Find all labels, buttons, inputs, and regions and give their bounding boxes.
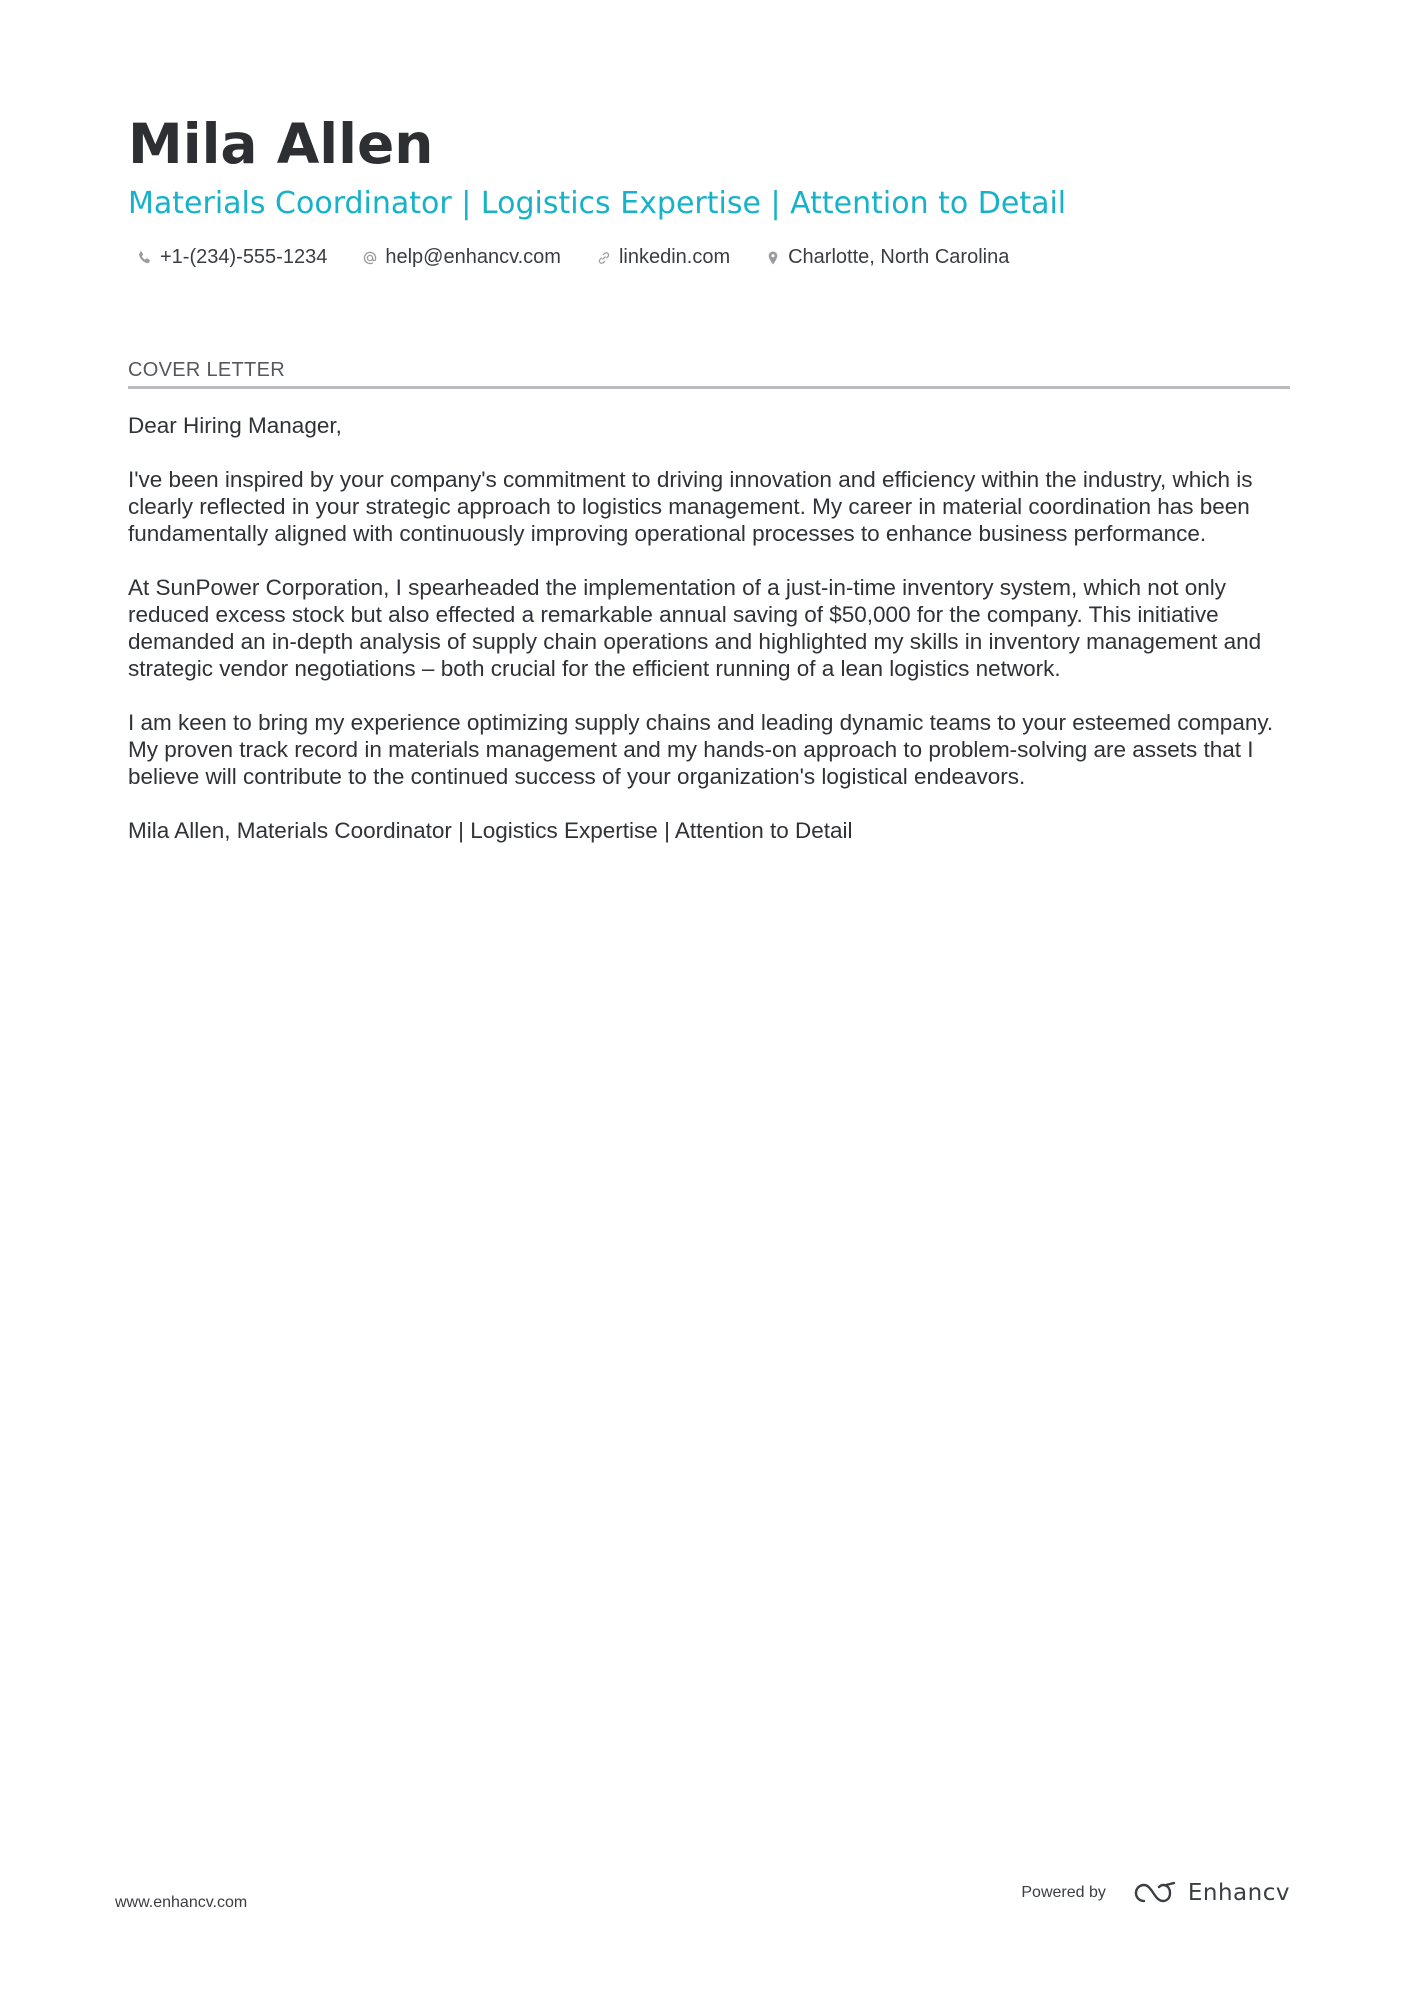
letter-paragraph: At SunPower Corporation, I spearheaded the implementation of a just-in-time inventory system, which not only reduced excess stock but also effected a remarkable annual saving of $50,000 for the company. This initiative demanded an in-depth analysis of supply chain operations and highlighted my skills in inventory management and strategic vendor negotiations – both crucial for the efficient running of a lean logistics network. xyxy=(128,575,1262,681)
location-pin-icon xyxy=(764,249,782,267)
letter-signature: Mila Allen, Materials Coordinator | Logistics Expertise | Attention to Detail xyxy=(128,818,853,843)
letter-paragraph: I am keen to bring my experience optimizing supply chains and leading dynamic teams to your esteemed company. My proven track record in materials management and my hands-on approach to problem-solving are assets that I believe will contribute to the continued success of your organization's logistical endeavors. xyxy=(128,710,1274,789)
footer-website[interactable]: www.enhancv.com xyxy=(115,1894,248,1911)
at-icon xyxy=(361,249,379,267)
section-title-cover-letter: COVER LETTER xyxy=(128,359,1290,389)
applicant-name: Mila Allen xyxy=(128,112,434,176)
letter-paragraph: I've been inspired by your company's commitment to driving innovation and efficiency within the industry, which is clearly reflected in your strategic approach to logistics management. My career in material coordination has been fundamentally aligned with continuously improving operational processes to enhance business performance. xyxy=(128,467,1253,546)
contact-website[interactable] xyxy=(587,246,730,269)
enhancv-logo-icon xyxy=(1132,1880,1178,1906)
letter-greeting: Dear Hiring Manager, xyxy=(128,413,342,438)
footer-branding xyxy=(1021,1880,1290,1906)
location-text: Charlotte, North Carolina xyxy=(788,246,1010,268)
email-text: help@enhancv.com xyxy=(385,246,561,268)
brand-name: Enhancv xyxy=(1187,1880,1290,1906)
link-icon xyxy=(595,249,613,267)
contact-phone xyxy=(128,246,327,269)
contact-email[interactable] xyxy=(353,246,561,269)
contact-location xyxy=(756,246,1009,269)
phone-text: +1-(234)-555-1234 xyxy=(160,246,328,268)
website-text: linkedin.com xyxy=(618,246,731,268)
contact-bar xyxy=(128,246,1288,269)
powered-by-label: Powered by xyxy=(1021,1884,1106,1901)
resume-header xyxy=(128,108,1288,269)
phone-icon xyxy=(136,249,154,267)
applicant-headline: Materials Coordinator | Logistics Expertise | Attention to Detail xyxy=(128,186,1067,221)
letter-body xyxy=(128,412,1293,871)
